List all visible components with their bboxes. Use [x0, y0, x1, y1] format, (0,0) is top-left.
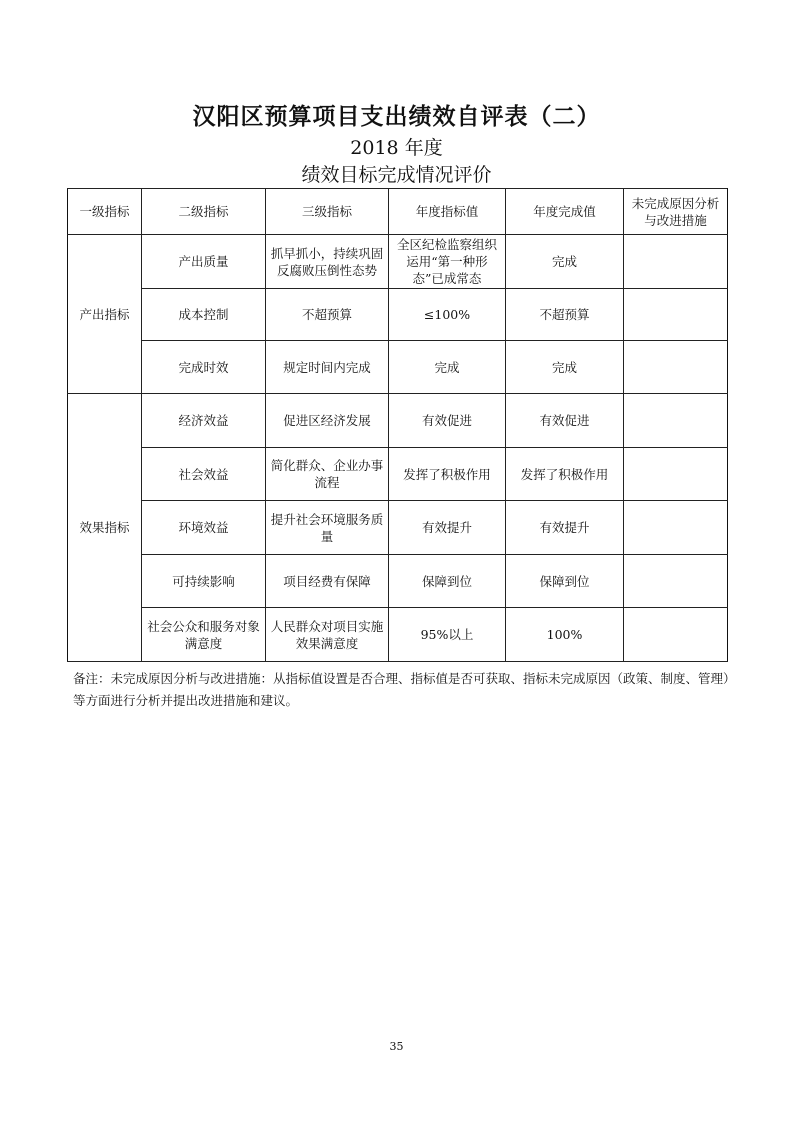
- table-subtitle: 绩效目标完成情况评价: [301, 164, 492, 186]
- reason-cell: [624, 501, 728, 555]
- header-level3: 三级指标: [266, 189, 389, 235]
- table-row: [68, 341, 728, 394]
- table-row: [68, 235, 728, 289]
- level3-cell: 简化群众、企业办事流程: [266, 448, 389, 501]
- actual-cell: 有效提升: [506, 501, 624, 555]
- level3-cell: 人民群众对项目实施效果满意度: [266, 608, 389, 662]
- header-target: 年度指标值: [389, 189, 506, 235]
- level3-cell: 项目经费有保障: [266, 555, 389, 608]
- level2-cell: 成本控制: [142, 289, 266, 341]
- table-row: [68, 289, 728, 341]
- level2-cell: 环境效益: [142, 501, 266, 555]
- target-cell: 95%以上: [389, 608, 506, 662]
- actual-cell: 发挥了积极作用: [506, 448, 624, 501]
- reason-cell: [624, 555, 728, 608]
- level3-cell: 规定时间内完成: [266, 341, 389, 394]
- level2-cell: 社会效益: [142, 448, 266, 501]
- level2-cell: 完成时效: [142, 341, 266, 394]
- actual-cell: 保障到位: [506, 555, 624, 608]
- actual-cell: 不超预算: [506, 289, 624, 341]
- footnote: 备注：未完成原因分析与改进措施：从指标值设置是否合理、指标值是否可获取、指标未完成原因（政策、制度、管理）等方面进行分析并提出改进措施和建议。: [73, 671, 730, 708]
- target-cell: ≤100%: [389, 289, 506, 341]
- reason-cell: [624, 289, 728, 341]
- actual-cell: 100%: [506, 608, 624, 662]
- actual-cell: 完成: [506, 235, 624, 289]
- target-cell: 有效提升: [389, 501, 506, 555]
- target-cell: 保障到位: [389, 555, 506, 608]
- header-row: [68, 189, 728, 235]
- target-cell: 发挥了积极作用: [389, 448, 506, 501]
- level3-cell: 抓早抓小，持续巩固反腐败压倒性态势: [266, 235, 389, 289]
- header-actual: 年度完成值: [506, 189, 624, 235]
- header-level2: 二级指标: [142, 189, 266, 235]
- actual-cell: 有效促进: [506, 394, 624, 448]
- evaluation-table: [67, 188, 728, 662]
- level2-cell: 产出质量: [142, 235, 266, 289]
- header-reason: 未完成原因分析与改进措施: [624, 189, 728, 235]
- header-level1: 一级指标: [68, 189, 142, 235]
- actual-cell: 完成: [506, 341, 624, 394]
- target-cell: 完成: [389, 341, 506, 394]
- table-row: [68, 394, 728, 448]
- table-row: [68, 608, 728, 662]
- document-title: 汉阳区预算项目支出绩效自评表（二）: [192, 103, 601, 130]
- reason-cell: [624, 235, 728, 289]
- level1-cell: 效果指标: [68, 394, 142, 662]
- table-row: [68, 501, 728, 555]
- target-cell: 有效促进: [389, 394, 506, 448]
- level3-cell: 不超预算: [266, 289, 389, 341]
- reason-cell: [624, 448, 728, 501]
- page-number: 35: [389, 1040, 404, 1053]
- level2-cell: 可持续影响: [142, 555, 266, 608]
- table-row: [68, 555, 728, 608]
- table-row: [68, 448, 728, 501]
- reason-cell: [624, 341, 728, 394]
- level1-cell: 产出指标: [68, 235, 142, 394]
- target-cell: 全区纪检监察组织运用“第一种形态”已成常态: [389, 235, 506, 289]
- reason-cell: [624, 394, 728, 448]
- level2-cell: 社会公众和服务对象满意度: [142, 608, 266, 662]
- reason-cell: [624, 608, 728, 662]
- level2-cell: 经济效益: [142, 394, 266, 448]
- fiscal-year: 2018 年度: [350, 137, 443, 159]
- level3-cell: 促进区经济发展: [266, 394, 389, 448]
- level3-cell: 提升社会环境服务质量: [266, 501, 389, 555]
